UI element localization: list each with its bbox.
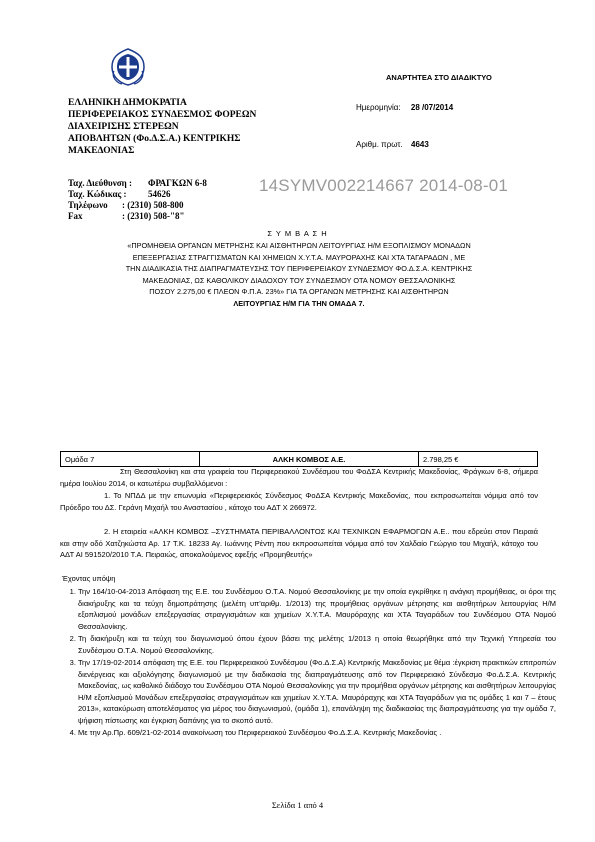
phone-value: : (2310) 508-800: [122, 200, 184, 210]
address-label: Ταχ. Διεύθυνση :: [68, 178, 132, 188]
contract-title-line: ΤΗΝ ΔΙΑΔΙΚΑΣΙΑ ΤΗΣ ΔΙΑΠΡΑΓΜΑΤΕΥΣΗΣ ΤΟΥ ΠΕΡΙΦΕΡΕΙΑΚΟΥ ΣΥΝΔΕΣΜΟΥ ΦΟ.Δ.Σ.Α. ΚΕΝΤΡΙΚΗΣ: [125, 264, 473, 273]
issuer-block: [68, 97, 256, 157]
list-item: 4. Με την Αρ.Πρ. 609/21-02-2014 ανακοίνωση του Περιφερειακού Συνδέσμου Φο.Δ.Σ.Α. Κεντρικής Μακεδονίας .: [78, 727, 556, 739]
issuer-line: ΕΛΛΗΝΙΚΗ ΔΗΜΟΚΡΑΤΙΑ: [68, 98, 187, 108]
protocol-label: Αριθμ. πρωτ.: [356, 140, 403, 149]
contact-block: [68, 178, 207, 222]
intro-paragraph: Στη Θεσσαλονίκη και στα γραφεία του Περιφερειακού Συνδέσμου του ΦοΔΣΑ Κεντρικής Μακεδονίας, Φράγκων 6-8, σήμερα ημέρα Ιουλίου 2014, οι κατωτέρω συμβαλλόμενοι :: [60, 467, 538, 488]
postal-value: 54626: [148, 189, 171, 199]
amount-cell: 2.798,25 €: [419, 452, 538, 467]
issuer-line: ΔΙΑΧΕΙΡΙΣΗΣ ΣΤΕΡΕΩΝ: [68, 122, 179, 132]
contract-title-line: ΠΟΣΟΥ 2.275,00 € ΠΛΕΟΝ Φ.Π.Α. 23%» ΓΙΑ ΤΑ ΟΡΓΑΝΩΝ ΜΕΤΡΗΣΗΣ ΚΑΙ ΑΙΣΘΗΤΗΡΩΝ: [149, 287, 449, 296]
fax-value: : (2310) 508-"8": [122, 211, 185, 221]
contract-title-line: ΛΕΙΤΟΥΡΓΙΑΣ Η/Μ ΓΙΑ ΤΗΝ ΟΜΑΔΑ 7.: [233, 298, 365, 308]
greek-emblem-icon: [108, 47, 148, 87]
fax-label: Fax: [68, 211, 83, 221]
issuer-line: ΠΕΡΙΦΕΡΕΙΑΚΟΣ ΣΥΝΔΕΣΜΟΣ ΦΟΡΕΩΝ: [68, 110, 257, 120]
date-value: 28 /07/2014: [410, 103, 454, 112]
group-cell: Ομάδα 7: [61, 452, 200, 467]
postal-label: Ταχ. Κώδικας :: [68, 189, 127, 199]
table-row: [61, 452, 538, 467]
phone-label: Τηλέφωνο: [68, 200, 108, 210]
protocol-value: 4643: [411, 140, 429, 149]
contract-title-line: ΕΠΕΞΕΡΓΑΣΙΑΣ ΣΤΡΑΓΓΙΣΜΑΤΩΝ ΚΑΙ ΧΗΜΕΙΩΝ Χ.Υ.Τ.Α. ΜΑΥΡΟΡΑΧΗΣ ΚΑΙ ΧΤΑ ΤΑΓΑΡΑΔΩΝ , ΜΕ: [132, 252, 466, 262]
issuer-line: ΑΠΟΒΛΗΤΩΝ (Φο.Δ.Σ.Α.) ΚΕΝΤΡΙΚΗΣ: [68, 134, 241, 144]
protocol-line: [356, 140, 429, 149]
list-item: 2. Τη διακήρυξη και τα τεύχη του διαγωνισμού όπου έχουν βάσει της μελέτης 1/2013 η οποία θεωρήθηκε από την Τεχνική Υπηρεσία του Συνδέσμου Ο.Τ.Α. Νομού Θεσσαλονίκης.: [78, 633, 556, 656]
list-item: 3. Την 17/19-02-2014 απόφαση της Ε.Ε. του Περιφερειακού Συνδέσμου (Φο.Δ.Σ.Α) Κεντρικής Μακεδονίας με θέμα :έγκριση πρακτικών επιτροπών διενέργειας και αξιολόγησης διαγωνισμού με την διαδικασία της διαπραγμάτευσης από τον Περιφερειακό Σύνδεσμο Φο.Δ.Σ.Α. Κεντρικής Μακεδονίας, ως καθολικό διάδοχο του Συνδέσμου ΟΤΑ Νομού Θεσσαλονίκης για την προμήθεια οργάνων μέτρησης και αισθητήρων λειτουργίας Η/Μ εξοπλισμού Μονάδων επεξεργασίας στραγγισμάτων και χημείων Χ.Υ.Τ.Α. Μαυρόραχης και ΧΤΑ Ταγαράδων για τις ομάδες 1 και 7 – έτους 2013», κατακύρωση αποτελέσματος για μέρος του διαγωνισμού, (ομάδα 1), επανάληψη της διαδικασίας της διαπραγμάτευσης για την ομάδα 7, ψήφιση πίστωσης και έγκριση δαπάνης για το σκοπό αυτό.: [78, 657, 556, 726]
contract-heading: Σ Υ Μ Β Α Σ Η: [267, 229, 328, 238]
posting-note: ΑΝΑΡΤΗΤΕΑ ΣΤΟ ΔΙΑΔΙΚΤΥΟ: [386, 73, 492, 82]
contract-title: [58, 240, 540, 309]
party-2-paragraph: 2. Η εταιρεία «ΑΛΚΗ ΚΟΜΒΟΣ –ΣΥΣΤΗΜΑΤΑ ΠΕΡΙΒΑΛΛΟΝΤΟΣ ΚΑΙ ΤΕΧΝΙΚΩΝ ΕΦΑΡΜΟΓΩΝ Α.Ε.. που εδρεύει στον Πειραιά και στην οδό Χατζηκώστα Αρ. 17 Τ.Κ. 18233 Αγ. Ιωάννης Ρέντη που εκπροσωπείται νόμιμα από τον Χαλδαίο Γεώργιο του Μιχαήλ, κάτοχο του ΑΔΤ ΑΙ 591520/2010 Τ.Α. Πειραιώς, αποκαλούμενος εφεξής «Προμηθευτής»: [60, 527, 538, 559]
list-item: 1. Την 164/10-04-2013 Απόφαση της Ε.Ε. του Συνδέσμου Ο.Τ.Α. Νομού Θεσσαλονίκης με την οποία εγκρίθηκε η ανάγκη προμήθειας, οι όροι της διακήρυξης και τα τεύχη δημοπράτησης (μελέτη υπ'αριθμ. 1/2013) της προμήθειας οργάνων μέτρησης και αισθητήρων λειτουργίας Η/Μ εξοπλισμού μονάδων επεξεργασίας στραγγισμάτων και χημείων Χ.Υ.Τ.Α. Μαυρόραχης και ΧΤΑ Ταγαράδων του Συνδέσμου ΟΤΑ Νομού Θεσσαλονίκης.: [78, 586, 556, 632]
diavgeia-watermark: 14SYMV002214667 2014-08-01: [259, 176, 509, 195]
party-1-paragraph: 1. Το ΝΠΔΔ με την επωνυμία «Περιφερειακός Σύνδεσμος ΦοΔΣΑ Κεντρικής Μακεδονίας, που εκπροσωπείται νόμιμα από τον Πρόεδρο του ΔΣ. Γεράνη Μιχαήλ του Αναστασίου , κάτοχο του ΑΔΤ Χ 266972.: [60, 491, 538, 512]
issuer-line: ΜΑΚΕΔΟΝΙΑΣ: [68, 146, 135, 156]
date-label: Ημερομηνία:: [356, 103, 401, 112]
contract-title-line: ΜΑΚΕΔΟΝΙΑΣ, ΩΣ ΚΑΘΟΛΙΚΟΥ ΔΙΑΔΟΧΟΥ ΤΟΥ ΣΥΝΔΕΣΜΟΥ ΟΤΑ ΝΟΜΟΥ ΘΕΣΣΑΛΟΝΙΚΗΣ: [142, 275, 456, 285]
address-value: ΦΡΑΓΚΩΝ 6-8: [148, 178, 207, 188]
contract-title-line: «ΠΡΟΜΗΘΕΙΑ ΟΡΓΑΝΩΝ ΜΕΤΡΗΣΗΣ ΚΑΙ ΑΙΣΘΗΤΗΡΩΝ ΛΕΙΤΟΥΡΓΙΑΣ Η/Μ ΕΞΟΠΛΙΣΜΟΥ ΜΟΝΑΔΩΝ: [127, 241, 471, 250]
considerations-list: [60, 586, 556, 740]
page-number: Σελίδα 1 από 4: [271, 800, 324, 810]
date-line: [356, 103, 453, 112]
having-regard-heading: Έχοντας υπόψη: [62, 574, 116, 583]
company-cell: ΑΛΚΗ ΚΟΜΒΟΣ Α.Ε.: [200, 452, 419, 467]
group-table: [60, 451, 538, 467]
